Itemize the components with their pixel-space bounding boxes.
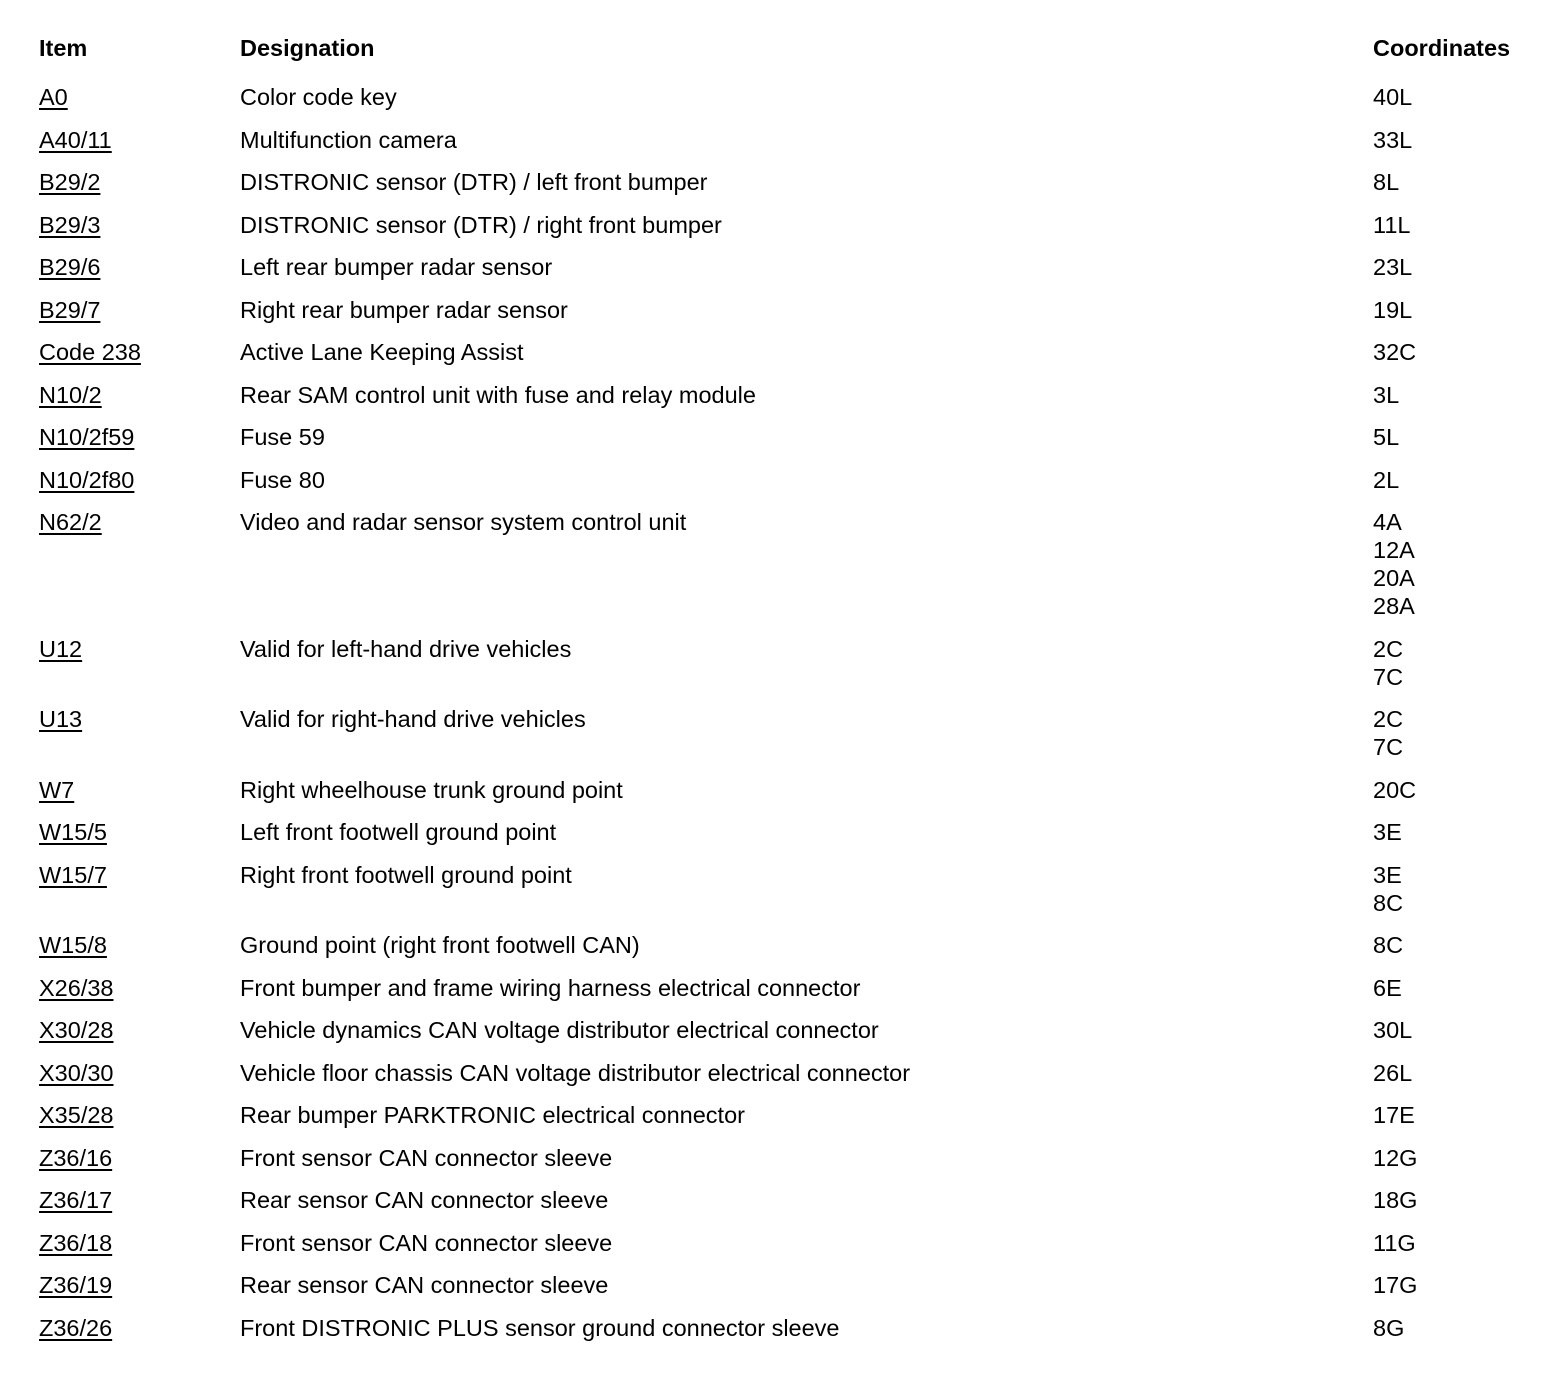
coordinate-value: 7C [1373,734,1404,760]
item-link[interactable]: X35/28 [39,1102,114,1128]
coordinate-value: 8C [1373,932,1404,958]
coordinates-cell [1373,338,1539,366]
coordinates-cell [1373,705,1539,761]
item-link[interactable]: W7 [39,776,75,803]
item-link[interactable]: B29/6 [39,254,101,280]
designation-cell: Right wheelhouse trunk ground point [240,776,623,803]
item-cell [39,381,240,409]
coordinates-cell [1373,126,1539,154]
item-cell [39,168,240,196]
coordinates-cell [1373,1101,1539,1129]
designation-cell: Rear bumper PARKTRONIC electrical connector [240,1102,745,1128]
coordinates-cell [1373,776,1539,804]
coordinate-value: 20C [1373,776,1417,803]
table-body [39,76,1539,1349]
coordinate-value: 17G [1373,1272,1418,1298]
item-link[interactable]: B29/7 [39,296,101,323]
designation-cell: Valid for right-hand drive vehicles [240,706,586,732]
table-row [39,1179,1539,1222]
coordinate-value: 12A [1373,537,1415,563]
item-cell [39,974,240,1002]
table-row [39,119,1539,162]
coordinate-value: 26L [1373,1059,1413,1086]
designation-cell: Vehicle floor chassis CAN voltage distributor electrical connector [240,1059,911,1086]
designation-cell: DISTRONIC sensor (DTR) / right front bumper [240,211,722,238]
table-row [39,1222,1539,1265]
coordinates-cell [1373,974,1539,1002]
item-link[interactable]: Z36/17 [39,1187,113,1213]
item-link[interactable]: N10/2f59 [39,424,135,450]
designation-cell: Front sensor CAN connector sleeve [240,1229,613,1256]
item-cell [39,635,240,663]
item-cell [39,1314,240,1342]
coordinate-value: 3L [1373,381,1400,408]
item-cell [39,296,240,324]
item-cell [39,126,240,154]
coordinate-value: 8C [1373,889,1404,916]
item-link[interactable]: B29/3 [39,211,101,238]
coordinate-value: 11G [1373,1229,1416,1256]
coordinate-value: 2L [1373,466,1400,493]
table-row [39,289,1539,332]
coordinates-cell [1373,1144,1539,1172]
coordinate-value: 3E [1373,819,1402,845]
designation-cell: Fuse 59 [240,424,325,450]
designation-cell: Color code key [240,84,397,110]
table-row [39,698,1539,769]
table-row [39,76,1539,119]
item-cell [39,338,240,366]
coordinates-cell [1373,211,1539,239]
table-row [39,1052,1539,1095]
designation-cell: Rear SAM control unit with fuse and relay module [240,381,756,408]
item-link[interactable]: Code 238 [39,339,141,365]
table-row [39,161,1539,204]
designation-cell: Multifunction camera [240,126,457,153]
item-link[interactable]: B29/2 [39,169,101,195]
coordinate-value: 2C [1373,635,1404,662]
coordinates-cell [1373,1314,1539,1342]
table-row [39,769,1539,812]
table-header-row [39,34,1539,76]
table-row [39,628,1539,699]
coordinate-value: 23L [1373,254,1413,280]
coordinates-cell [1373,296,1539,324]
coordinates-cell [1373,1059,1539,1087]
coordinates-cell [1373,861,1539,917]
table-row [39,924,1539,967]
coordinate-value: 5L [1373,424,1400,450]
coordinates-cell [1373,168,1539,196]
coordinate-value: 6E [1373,974,1402,1001]
table-row [39,967,1539,1010]
table-row [39,331,1539,374]
designation-cell: Fuse 80 [240,466,325,493]
item-link[interactable]: N10/2f80 [39,466,135,493]
table-row [39,1307,1539,1350]
item-link[interactable]: U13 [39,706,83,732]
item-cell [39,931,240,959]
coordinate-value: 33L [1373,126,1413,153]
item-cell [39,1186,240,1214]
item-link[interactable]: A40/11 [39,126,112,153]
coordinate-value: 11L [1373,211,1411,238]
item-cell [39,83,240,111]
designation-cell: Front DISTRONIC PLUS sensor ground connector sleeve [240,1314,840,1341]
table-row [39,811,1539,854]
component-legend-table [39,30,1539,1349]
coordinate-value: 20A [1373,565,1415,591]
item-cell [39,1101,240,1129]
coordinate-value: 12G [1373,1144,1418,1171]
coordinate-value: 19L [1373,296,1413,323]
header-designation: Designation [240,35,375,61]
coordinate-value: 8L [1373,169,1400,195]
table-row [39,1264,1539,1307]
table-row [39,1009,1539,1052]
coordinates-cell [1373,931,1539,959]
item-link[interactable]: Z36/16 [39,1144,113,1171]
item-link[interactable]: N10/2 [39,381,102,408]
item-link[interactable]: Z36/19 [39,1272,113,1298]
item-cell [39,861,240,889]
table-row [39,374,1539,417]
table-row [39,416,1539,459]
item-link[interactable]: W15/5 [39,819,107,845]
header-item: Item [39,35,88,61]
coordinate-value: 40L [1373,84,1413,110]
designation-cell: Front bumper and frame wiring harness electrical connector [240,974,861,1001]
coordinate-value: 7C [1373,663,1404,690]
item-link[interactable]: W15/8 [39,932,107,958]
coordinate-value: 4A [1373,509,1402,535]
designation-cell: Vehicle dynamics CAN voltage distributor electrical connector [240,1017,879,1043]
designation-cell: Rear sensor CAN connector sleeve [240,1187,609,1213]
designation-cell: Right front footwell ground point [240,861,572,888]
coordinates-cell [1373,508,1539,620]
designation-cell: Rear sensor CAN connector sleeve [240,1272,609,1298]
coordinates-cell [1373,1229,1539,1257]
designation-cell: DISTRONIC sensor (DTR) / left front bumper [240,169,708,195]
item-cell [39,1229,240,1257]
coordinate-value: 2C [1373,706,1404,732]
item-cell [39,818,240,846]
coordinates-cell [1373,635,1539,691]
designation-cell: Right rear bumper radar sensor [240,296,568,323]
item-cell [39,253,240,281]
coordinate-value: 18G [1373,1187,1418,1213]
coordinates-cell [1373,423,1539,451]
table-row [39,1094,1539,1137]
item-cell [39,211,240,239]
coordinate-value: 32C [1373,339,1417,365]
item-cell [39,466,240,494]
item-cell [39,1059,240,1087]
coordinates-cell [1373,83,1539,111]
coordinates-cell [1373,253,1539,281]
item-cell [39,423,240,451]
item-link[interactable]: X26/38 [39,974,114,1001]
designation-cell: Left front footwell ground point [240,819,557,845]
item-link[interactable]: X30/30 [39,1059,114,1086]
item-cell [39,776,240,804]
coordinate-value: 28A [1373,593,1415,619]
table-row [39,459,1539,502]
item-link[interactable]: U12 [39,635,83,662]
item-cell [39,705,240,733]
coordinates-cell [1373,466,1539,494]
header-coordinates: Coordinates [1373,35,1511,61]
coordinates-cell [1373,1016,1539,1044]
item-link[interactable]: A0 [39,84,68,110]
item-link[interactable]: Z36/18 [39,1229,113,1256]
designation-cell: Active Lane Keeping Assist [240,339,524,365]
coordinates-cell [1373,1271,1539,1299]
item-link[interactable]: N62/2 [39,509,102,535]
coordinate-value: 17E [1373,1102,1415,1128]
table-row [39,854,1539,925]
coordinates-cell [1373,818,1539,846]
item-cell [39,1016,240,1044]
item-cell [39,1144,240,1172]
designation-cell: Valid for left-hand drive vehicles [240,635,572,662]
designation-cell: Ground point (right front footwell CAN) [240,932,640,958]
designation-cell: Video and radar sensor system control unit [240,509,687,535]
item-link[interactable]: W15/7 [39,861,107,888]
table-row [39,204,1539,247]
coordinates-cell [1373,381,1539,409]
coordinate-value: 30L [1373,1017,1413,1043]
item-link[interactable]: Z36/26 [39,1314,113,1341]
item-link[interactable]: X30/28 [39,1017,114,1043]
item-cell [39,508,240,536]
coordinate-value: 8G [1373,1314,1405,1341]
designation-cell: Left rear bumper radar sensor [240,254,553,280]
table-row [39,1137,1539,1180]
table-row [39,246,1539,289]
item-cell [39,1271,240,1299]
table-row [39,501,1539,628]
designation-cell: Front sensor CAN connector sleeve [240,1144,613,1171]
coordinates-cell [1373,1186,1539,1214]
coordinate-value: 3E [1373,861,1402,888]
